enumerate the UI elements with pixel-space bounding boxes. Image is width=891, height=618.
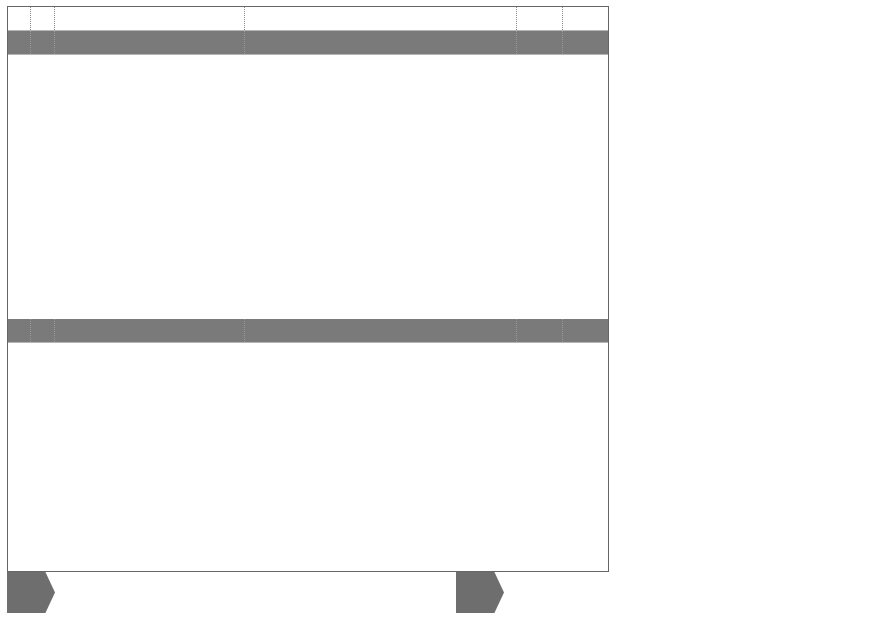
torque-table-10-9	[456, 572, 881, 613]
torque-table-8-8	[7, 572, 431, 613]
grade-badge	[456, 572, 504, 613]
table-header	[8, 7, 608, 31]
parts-list-table	[7, 6, 609, 572]
header-no	[30, 7, 54, 30]
group-row-left	[8, 31, 608, 55]
group-right-item	[54, 319, 244, 342]
grade-badge	[7, 572, 55, 613]
group-left-item	[54, 31, 244, 54]
header-part	[244, 7, 516, 30]
group-left-part	[244, 31, 516, 54]
header-item	[54, 7, 244, 30]
group-row-right	[8, 319, 608, 343]
header-step	[8, 7, 30, 30]
group-right-part	[244, 319, 516, 342]
header-quantity	[516, 7, 562, 30]
header-nm	[562, 7, 608, 30]
